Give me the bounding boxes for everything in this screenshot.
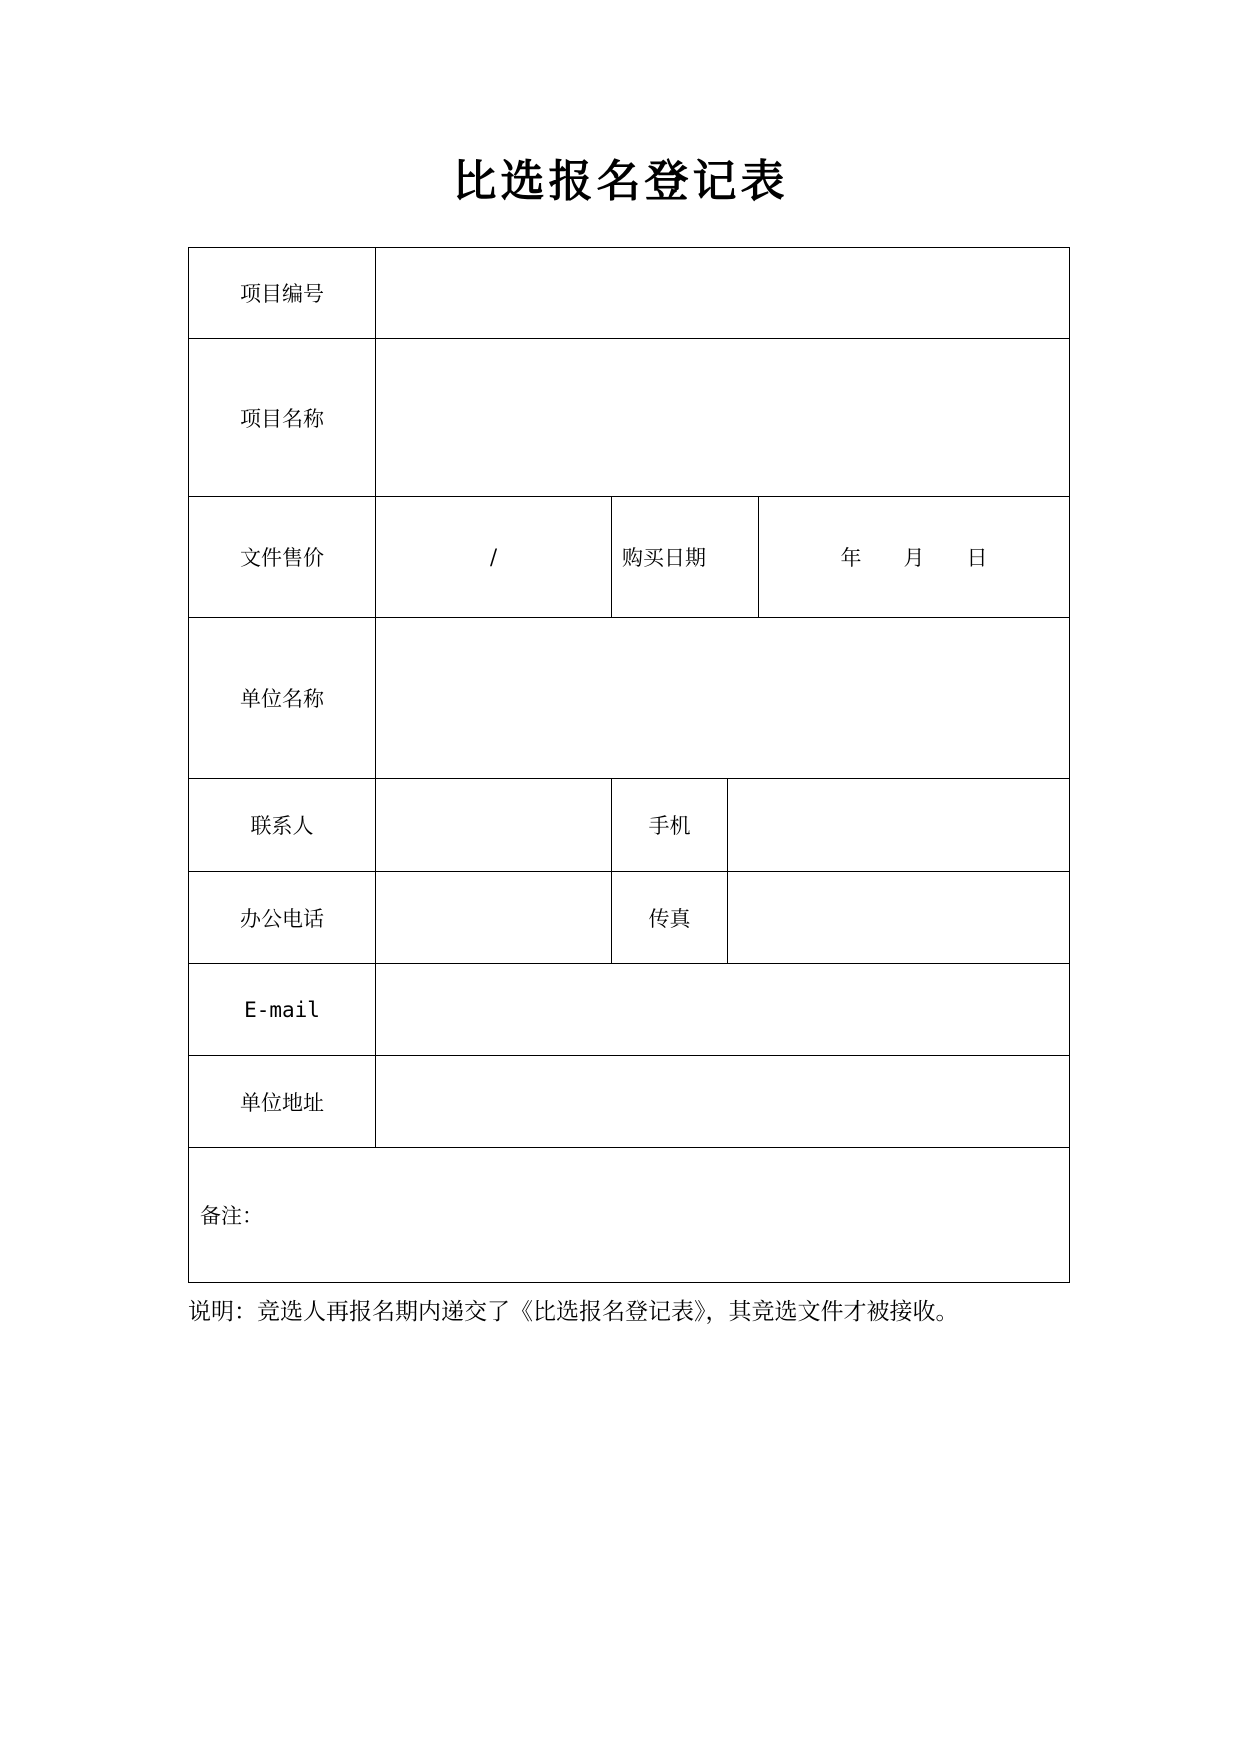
row-unit-address bbox=[189, 1056, 1070, 1148]
purchase-date-label: 购买日期 bbox=[612, 497, 759, 618]
fax-field[interactable] bbox=[728, 872, 1070, 964]
row-office-phone bbox=[189, 872, 1070, 964]
page-title: 比选报名登记表 bbox=[452, 156, 789, 207]
registration-form-table bbox=[188, 247, 1070, 1283]
fax-label: 传真 bbox=[612, 872, 728, 964]
office-phone-field[interactable] bbox=[376, 872, 612, 964]
office-phone-label: 办公电话 bbox=[189, 872, 376, 964]
unit-name-field[interactable] bbox=[376, 618, 1070, 779]
row-unit-name bbox=[189, 618, 1070, 779]
project-name-field[interactable] bbox=[376, 339, 1070, 497]
mobile-field[interactable] bbox=[728, 779, 1070, 872]
row-doc-price bbox=[189, 497, 1070, 618]
contact-label: 联系人 bbox=[189, 779, 376, 872]
project-name-label: 项目名称 bbox=[189, 339, 376, 497]
row-email bbox=[189, 964, 1070, 1056]
doc-price-value[interactable]: / bbox=[376, 497, 612, 618]
unit-address-field[interactable] bbox=[376, 1056, 1070, 1148]
remark-label: 备注： bbox=[200, 1204, 263, 1228]
email-field[interactable] bbox=[376, 964, 1070, 1056]
contact-field[interactable] bbox=[376, 779, 612, 872]
footer-note: 说明：竞选人再报名期内递交了《比选报名登记表》，其竞选文件才被接收。 bbox=[188, 1299, 959, 1325]
unit-address-label: 单位地址 bbox=[189, 1056, 376, 1148]
doc-price-label: 文件售价 bbox=[189, 497, 376, 618]
project-no-label: 项目编号 bbox=[189, 248, 376, 339]
email-label: E-mail bbox=[189, 964, 376, 1056]
row-project-no bbox=[189, 248, 1070, 339]
unit-name-label: 单位名称 bbox=[189, 618, 376, 779]
project-no-field[interactable] bbox=[376, 248, 1070, 339]
purchase-date-field[interactable]: 年 月 日 bbox=[759, 497, 1070, 618]
remark-field[interactable] bbox=[189, 1148, 1070, 1283]
mobile-label: 手机 bbox=[612, 779, 728, 872]
row-remark bbox=[189, 1148, 1070, 1283]
row-project-name bbox=[189, 339, 1070, 497]
row-contact bbox=[189, 779, 1070, 872]
